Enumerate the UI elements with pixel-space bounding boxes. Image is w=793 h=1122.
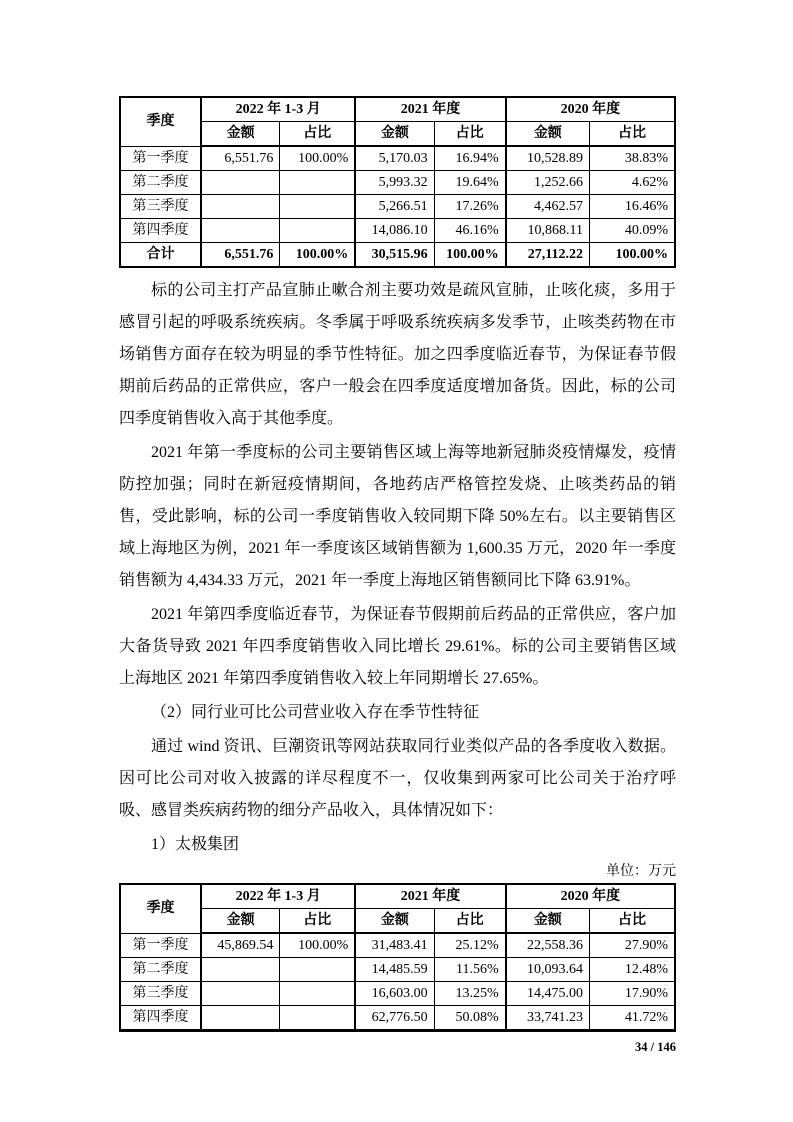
- table-cell: 5,266.51: [355, 195, 434, 219]
- table-cell: [201, 958, 280, 982]
- column-header-ratio: 占比: [589, 909, 675, 934]
- quarter-label: 第二季度: [120, 958, 201, 982]
- column-header-period-2020: 2020 年度: [506, 97, 675, 122]
- table-cell: 14,485.59: [355, 958, 434, 982]
- list-item-taiji-group: 1）太极集团: [151, 836, 240, 853]
- column-header-quarter: 季度: [120, 97, 201, 146]
- column-header-ratio: 占比: [589, 122, 675, 147]
- table-cell: 22,558.36: [506, 933, 590, 958]
- table-cell: 17.90%: [589, 982, 675, 1006]
- table-cell: 100.00%: [280, 146, 355, 171]
- table-row: [120, 1006, 675, 1031]
- column-header-ratio: 占比: [434, 122, 506, 147]
- taiji-group-quarterly-table: [119, 883, 676, 1032]
- table-cell: 13.25%: [434, 982, 506, 1006]
- table-cell: 10,093.64: [506, 958, 590, 982]
- table-row: [120, 958, 675, 982]
- quarter-label: 第一季度: [120, 146, 201, 171]
- column-header-period-2021: 2021 年度: [355, 884, 505, 909]
- table-cell: 46.16%: [434, 219, 506, 243]
- column-header-amount: 金额: [355, 909, 434, 934]
- column-header-quarter: 季度: [120, 884, 201, 933]
- table-cell: 14,475.00: [506, 982, 590, 1006]
- quarter-label: 合计: [120, 243, 201, 268]
- table-cell: [280, 219, 355, 243]
- table-cell: 6,551.76: [201, 243, 280, 268]
- quarter-label: 第二季度: [120, 171, 201, 195]
- quarter-label: 第三季度: [120, 195, 201, 219]
- table-row: [120, 243, 675, 268]
- column-header-ratio: 占比: [280, 122, 355, 147]
- table-cell: 5,170.03: [355, 146, 434, 171]
- section-heading-comparable-companies: （2）同行业可比公司营业收入存在季节性特征: [151, 704, 480, 721]
- table-cell: 27,112.22: [506, 243, 590, 268]
- column-header-ratio: 占比: [280, 909, 355, 934]
- table-cell: [280, 1006, 355, 1031]
- table-cell: 12.48%: [589, 958, 675, 982]
- column-header-amount: 金额: [201, 122, 280, 147]
- table-cell: 17.26%: [434, 195, 506, 219]
- table-row: [120, 171, 675, 195]
- table-cell: 5,993.32: [355, 171, 434, 195]
- paragraph-seasonality: 标的公司主打产品宣肺止嗽合剂主要功效是疏风宣肺，止咳化痰，多用于感冒引起的呼吸系统疾病。冬季属于呼吸系统疾病多发季节，止咳类药物在市场销售方面存在较为明显的季节性特征。加之四季度临近春节，为保证春节假期前后药品的正常供应，客户一般会在四季度适度增加备货。因此，标的公司四季度销售收入高于其他季度。: [119, 282, 676, 427]
- paragraph-comparable-intro: 通过 wind 资讯、巨潮资讯等网站获取同行业类似产品的各季度收入数据。因可比公司对收入披露的详尽程度不一，仅收集到两家可比公司关于治疗呼吸、感冒类疾病药物的细分产品收入，具体情况如下：: [119, 738, 676, 819]
- table-cell: 25.12%: [434, 933, 506, 958]
- table-cell: 33,741.23: [506, 1006, 590, 1031]
- table-cell: 50.08%: [434, 1006, 506, 1031]
- table-cell: [280, 195, 355, 219]
- target-company-quarterly-table: [119, 96, 676, 268]
- table-cell: 11.56%: [434, 958, 506, 982]
- table-row: [120, 219, 675, 243]
- column-header-amount: 金额: [355, 122, 434, 147]
- table-cell: 62,776.50: [355, 1006, 434, 1031]
- table-cell: 100.00%: [280, 933, 355, 958]
- table-cell: 10,528.89: [506, 146, 590, 171]
- table-cell: [280, 958, 355, 982]
- quarter-label: 第四季度: [120, 219, 201, 243]
- table-cell: [280, 982, 355, 1006]
- table-cell: 16,603.00: [355, 982, 434, 1006]
- table-cell: [201, 982, 280, 1006]
- table-cell: 14,086.10: [355, 219, 434, 243]
- paragraph-q1-2021: 2021 年第一季度标的公司主要销售区域上海等地新冠肺炎疫情爆发，疫情防控加强；同时在新冠疫情期间，各地药店严格管控发烧、止咳类药品的销售，受此影响，标的公司一季度销售收入较同期下降 50%左右。以主要销售区域上海地区为例，2021 年一季度该区域销售额为 1,600.35 万元，2020 年一季度销售额为 4,434.33 万元，2021 年一季度上海地区销售额同比下降 63.91%。: [119, 444, 676, 589]
- column-header-amount: 金额: [506, 909, 590, 934]
- table-cell: 41.72%: [589, 1006, 675, 1031]
- table-cell: [201, 171, 280, 195]
- table-cell: 19.64%: [434, 171, 506, 195]
- table-cell: 100.00%: [280, 243, 355, 268]
- table-cell: [201, 1006, 280, 1031]
- table-row: [120, 195, 675, 219]
- column-header-period-2022: 2022 年 1-3 月: [201, 884, 355, 909]
- table-cell: 10,868.11: [506, 219, 590, 243]
- column-header-amount: 金额: [506, 122, 590, 147]
- table-cell: 1,252.66: [506, 171, 590, 195]
- quarter-label: 第一季度: [120, 933, 201, 958]
- table-cell: 4.62%: [589, 171, 675, 195]
- table-cell: 6,551.76: [201, 146, 280, 171]
- table-cell: 100.00%: [434, 243, 506, 268]
- table-row: [120, 146, 675, 171]
- column-header-period-2022: 2022 年 1-3 月: [201, 97, 355, 122]
- quarter-label: 第四季度: [120, 1006, 201, 1031]
- table-row: [120, 933, 675, 958]
- paragraph-q4-2021: 2021 年第四季度临近春节，为保证春节假期前后药品的正常供应，客户加大备货导致 2021 年四季度销售收入同比增长 29.61%。标的公司主要销售区域上海地区 2021 年第四季度销售收入较上年同期增长 27.65%。: [119, 606, 676, 687]
- table-cell: 100.00%: [589, 243, 675, 268]
- table-cell: [280, 171, 355, 195]
- table-cell: 4,462.57: [506, 195, 590, 219]
- column-header-ratio: 占比: [434, 909, 506, 934]
- table-cell: 38.83%: [589, 146, 675, 171]
- table-cell: [201, 219, 280, 243]
- body-text: [119, 275, 676, 861]
- table-row: [120, 982, 675, 1006]
- column-header-amount: 金额: [201, 909, 280, 934]
- table-cell: 16.94%: [434, 146, 506, 171]
- unit-label: 单位：万元: [606, 864, 676, 879]
- page-number: 34 / 146: [635, 1040, 676, 1054]
- column-header-period-2021: 2021 年度: [355, 97, 505, 122]
- table-cell: 45,869.54: [201, 933, 280, 958]
- table-cell: 30,515.96: [355, 243, 434, 268]
- column-header-period-2020: 2020 年度: [506, 884, 675, 909]
- quarter-label: 第三季度: [120, 982, 201, 1006]
- table-cell: [201, 195, 280, 219]
- table-cell: 40.09%: [589, 219, 675, 243]
- table-cell: 27.90%: [589, 933, 675, 958]
- table-cell: 31,483.41: [355, 933, 434, 958]
- table-cell: 16.46%: [589, 195, 675, 219]
